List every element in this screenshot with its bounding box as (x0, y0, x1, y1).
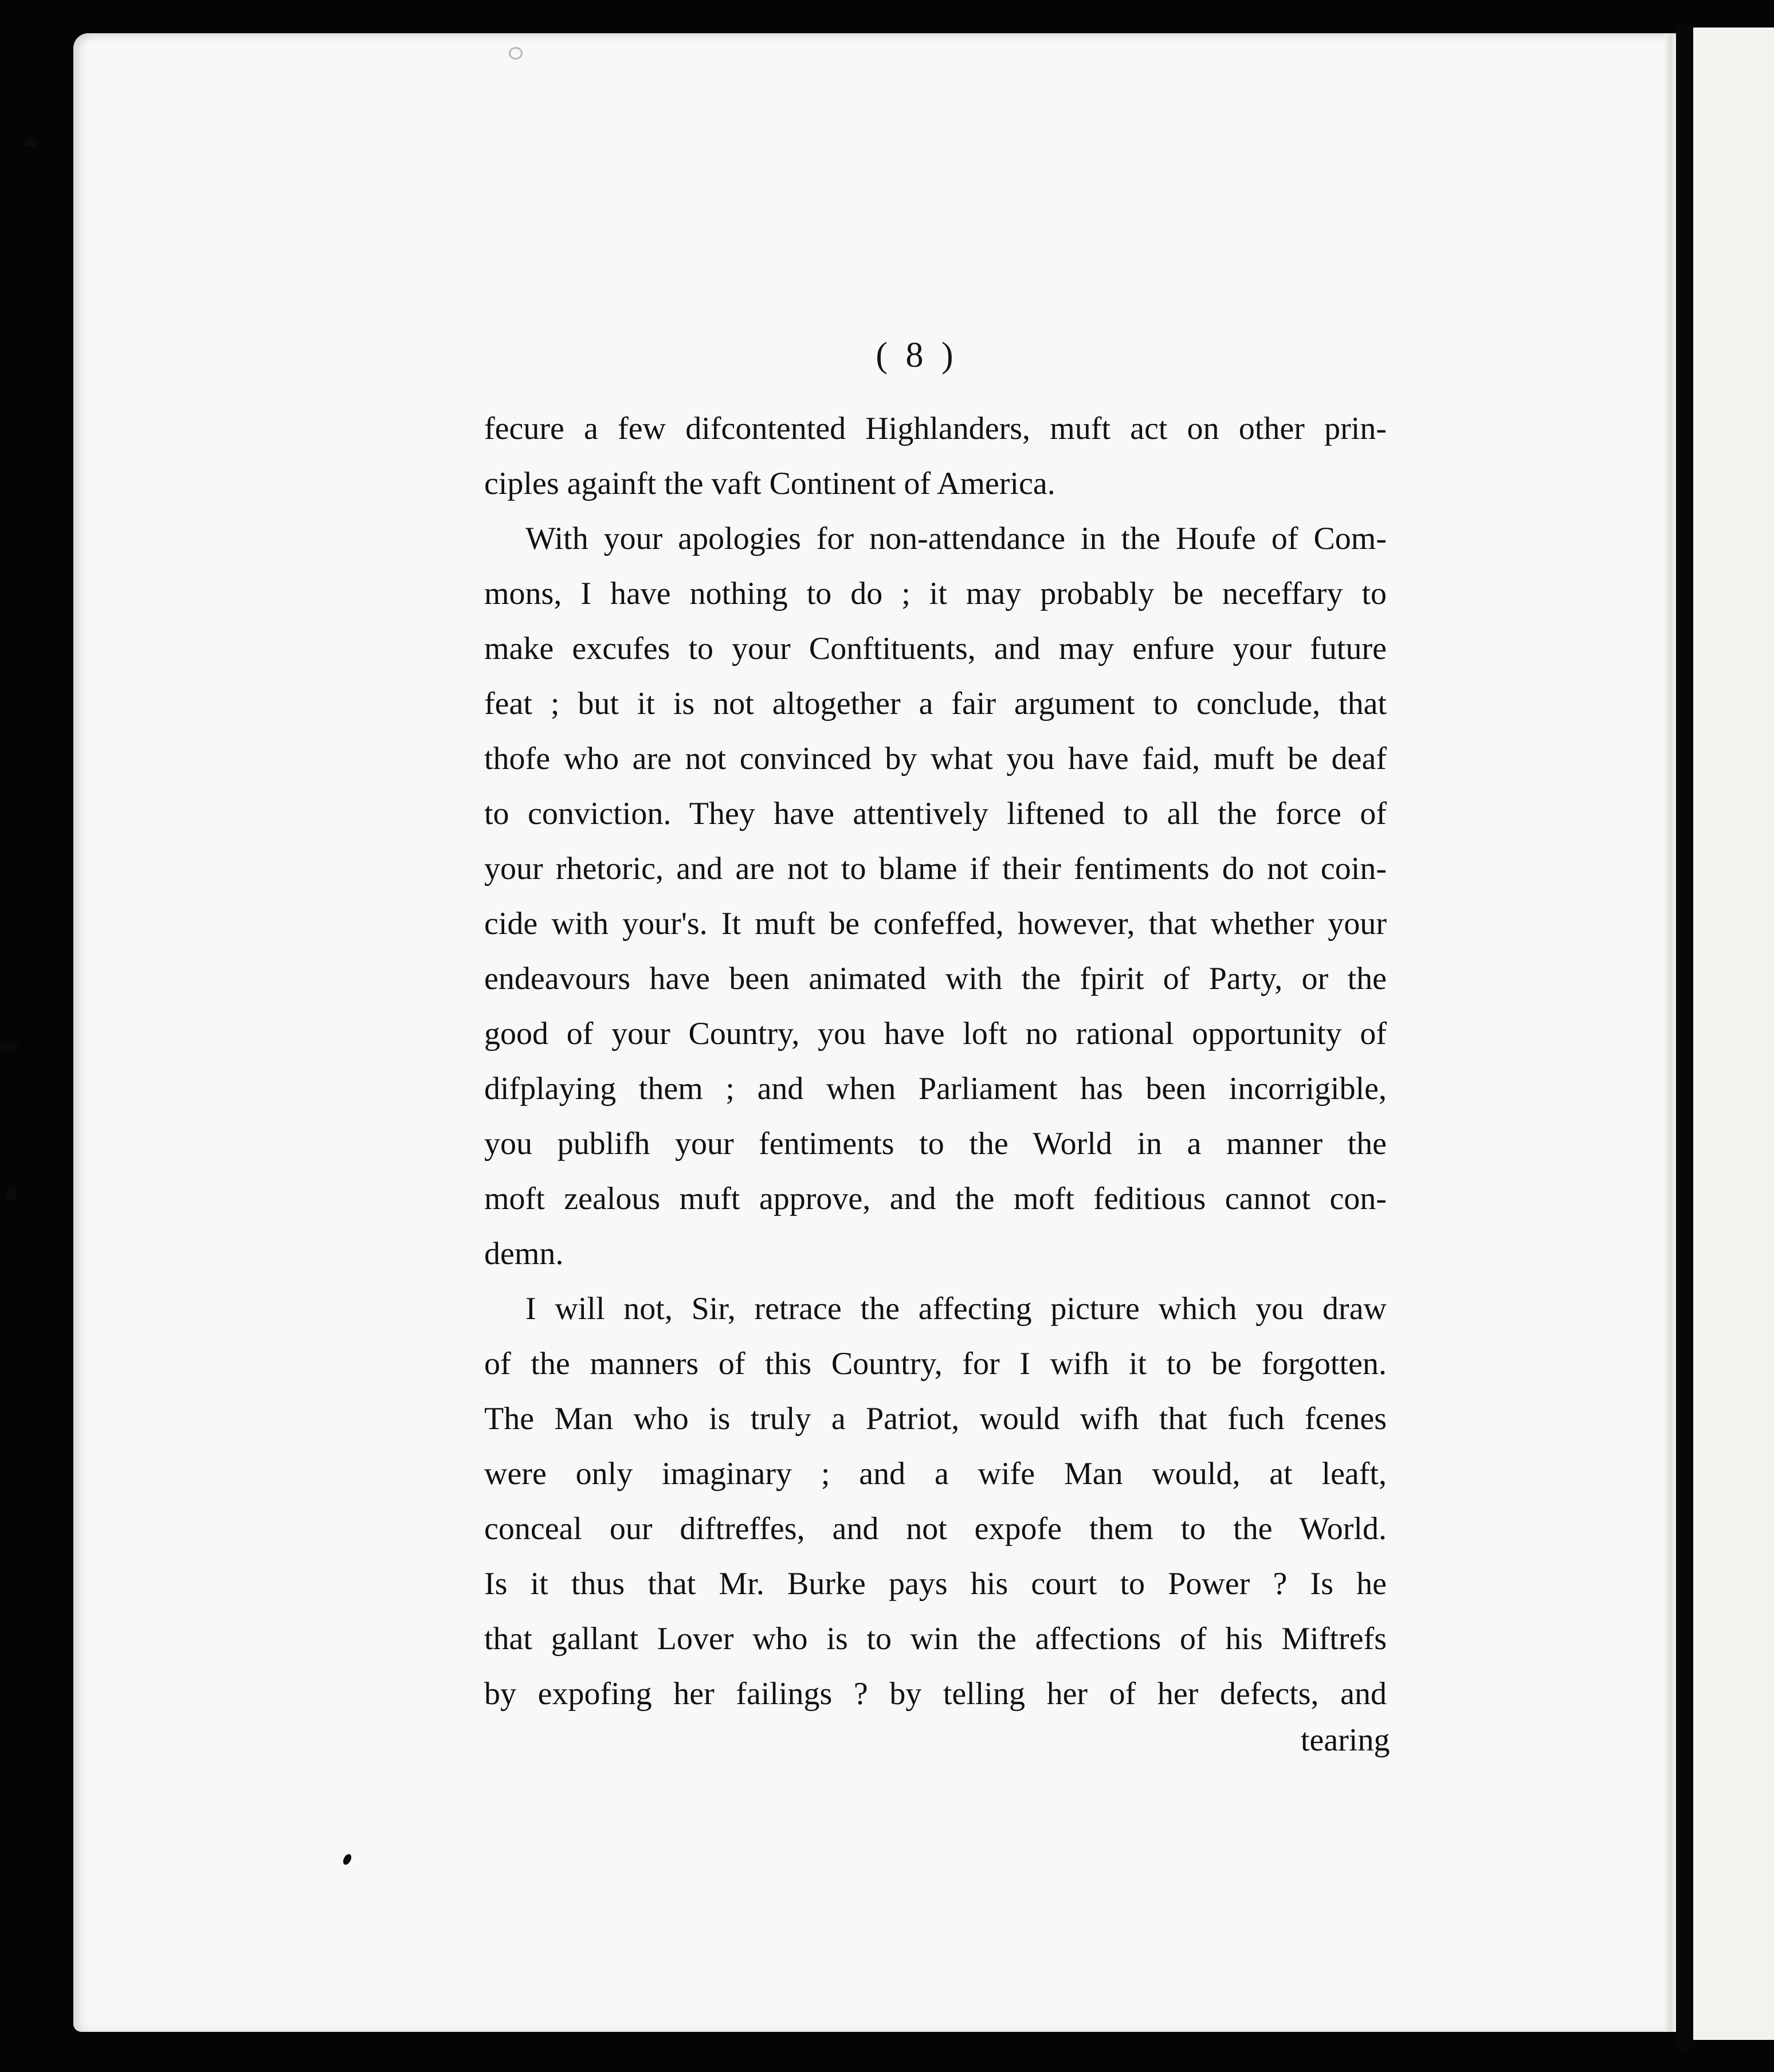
text-line: conceal our diftreffes, and not expofe them to the World. (484, 1511, 1387, 1547)
text-line: I will not, Sir, retrace the affecting picture which you draw (525, 1291, 1387, 1327)
text-line: mons, I have nothing to do ; it may probably be neceffary to (484, 576, 1387, 611)
paragraph-2 (484, 511, 1387, 1281)
paper-mark (509, 47, 523, 60)
text-line: that gallant Lover who is to win the affections of his Miftrefs (484, 1621, 1387, 1657)
text-line: endeavours have been animated with the fpirit of Party, or the (484, 961, 1387, 996)
text-line: you publifh your fentiments to the World in a manner the (484, 1126, 1387, 1161)
text-line: were only imaginary ; and a wife Man would, at leaft, (484, 1456, 1387, 1492)
paragraph-1 (484, 401, 1387, 511)
text-line: ciples againft the vaft Continent of America. (484, 466, 1055, 501)
text-line: The Man who is truly a Patriot, would wifh that fuch fcenes (484, 1401, 1387, 1437)
text-line: Is it thus that Mr. Burke pays his court to Power ? Is he (484, 1566, 1387, 1602)
text-line: to conviction. They have attentively liftened to all the force of (484, 796, 1387, 831)
text-line: feat ; but it is not altogether a fair argument to conclude, that (484, 686, 1387, 721)
text-line: fecure a few difcontented Highlanders, muft act on other prin- (484, 411, 1387, 446)
facing-page-edge (1693, 28, 1774, 2040)
text-line: make excufes to your Conftituents, and may enfure your future (484, 631, 1387, 666)
body-text (484, 401, 1387, 1721)
page-number: ( 8 ) (876, 336, 958, 375)
text-line: demn. (484, 1236, 564, 1272)
scan-speck (6, 1186, 17, 1201)
text-line: of the manners of this Country, for I wifh it to be forgotten. (484, 1346, 1387, 1382)
paragraph-3 (484, 1281, 1387, 1721)
book-gutter (1676, 23, 1693, 2051)
text-line: moft zealous muft approve, and the moft feditious cannot con- (484, 1181, 1387, 1216)
scan-speck (0, 1043, 18, 1051)
text-line: cide with your's. It muft be confeffed, however, that whether your (484, 906, 1387, 941)
text-line: difplaying them ; and when Parliament has been incorrigible, (484, 1071, 1387, 1106)
text-line: your rhetoric, and are not to blame if their fentiments do not coin- (484, 851, 1387, 886)
text-line: good of your Country, you have loft no rational opportunity of (484, 1016, 1387, 1051)
page-edge (1665, 33, 1676, 2032)
text-line: With your apologies for non-attendance in the Houfe of Com- (525, 521, 1387, 556)
catchword: tearing (1301, 1722, 1390, 1758)
scan-speck (24, 138, 38, 147)
text-line: by expofing her failings ? by telling her of her defects, and (484, 1676, 1387, 1712)
text-line: thofe who are not convinced by what you have faid, muft be deaf (484, 741, 1387, 776)
